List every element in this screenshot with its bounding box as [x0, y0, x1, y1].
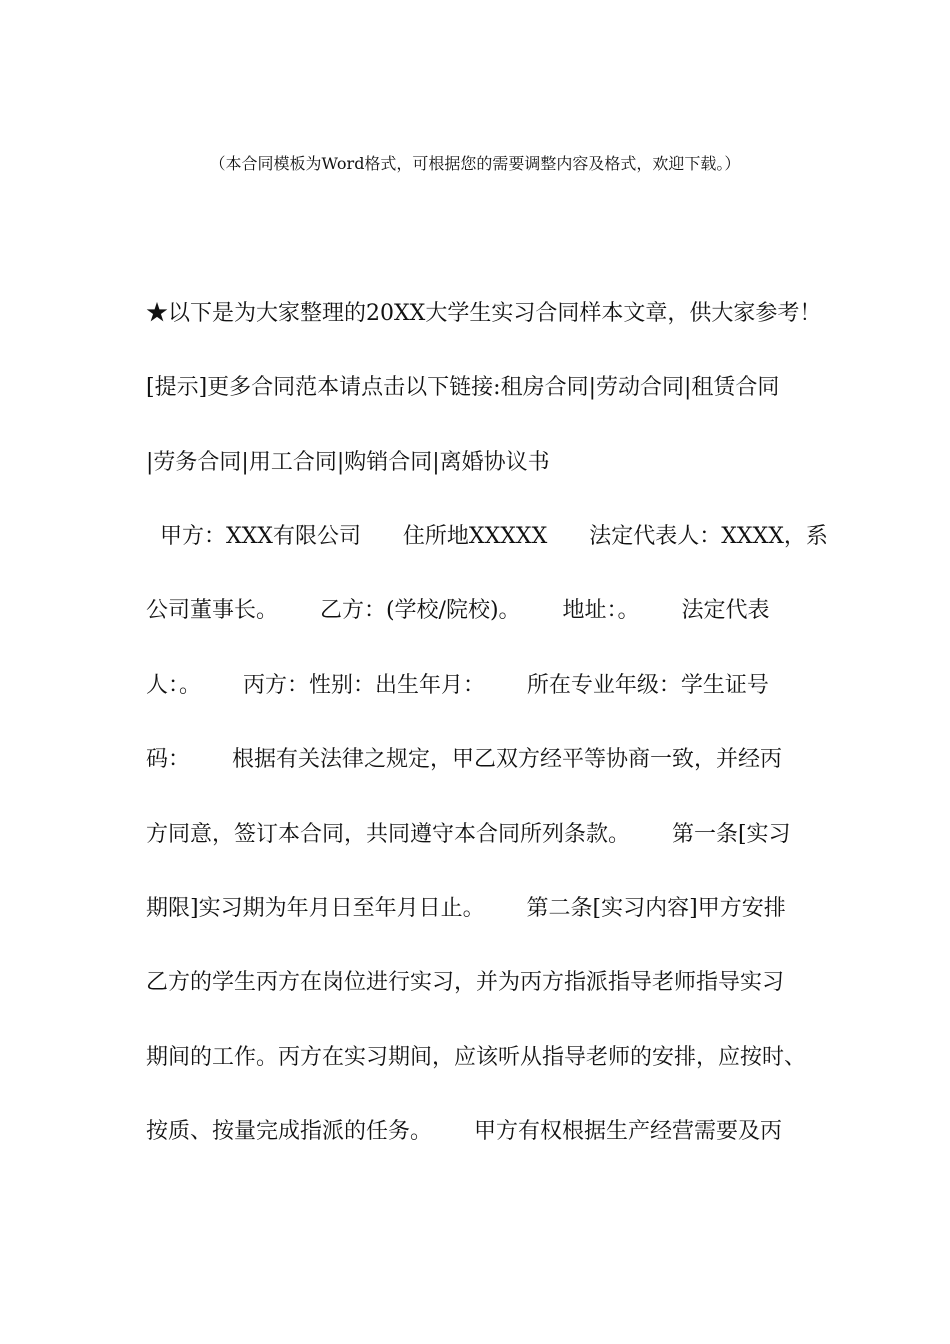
- body-line: 按质、按量完成指派的任务。 甲方有权根据生产经营需要及丙: [146, 1119, 782, 1144]
- template-note: （本合同模板为Word格式，可根据您的需要调整内容及格式，欢迎下载。）: [209, 154, 741, 173]
- party-b-line: 公司董事长。 乙方：(学校/院校)。 地址：。 法定代表: [146, 598, 770, 623]
- article-one-line: 方同意，签订本合同，共同遵守本合同所列条款。 第一条[实习: [146, 822, 791, 847]
- body-line: 乙方的学生丙方在岗位进行实习，并为丙方指派指导老师指导实习: [146, 970, 785, 995]
- party-a-line: 甲方：XXX有限公司 住所地XXXXX 法定代表人：XXXX，系: [146, 524, 828, 549]
- tip-links-line: [提示]更多合同范本请点击以下链接:租房合同|劳动合同|租赁合同: [146, 375, 780, 400]
- agreement-line: 码： 根据有关法律之规定，甲乙双方经平等协商一致，并经丙: [146, 747, 782, 772]
- intro-line: ★以下是为大家整理的20XX大学生实习合同样本文章，供大家参考！: [146, 301, 822, 326]
- tip-links-line-continued: |劳务合同|用工合同|购销合同|离婚协议书: [146, 450, 550, 475]
- party-c-line: 人：。 丙方：性别：出生年月： 所在专业年级：学生证号: [146, 673, 769, 698]
- body-line: 期间的工作。丙方在实习期间，应该听从指导老师的安排，应按时、: [146, 1045, 807, 1070]
- article-two-line: 期限]实习期为年月日至年月日止。 第二条[实习内容]甲方安排: [146, 896, 786, 921]
